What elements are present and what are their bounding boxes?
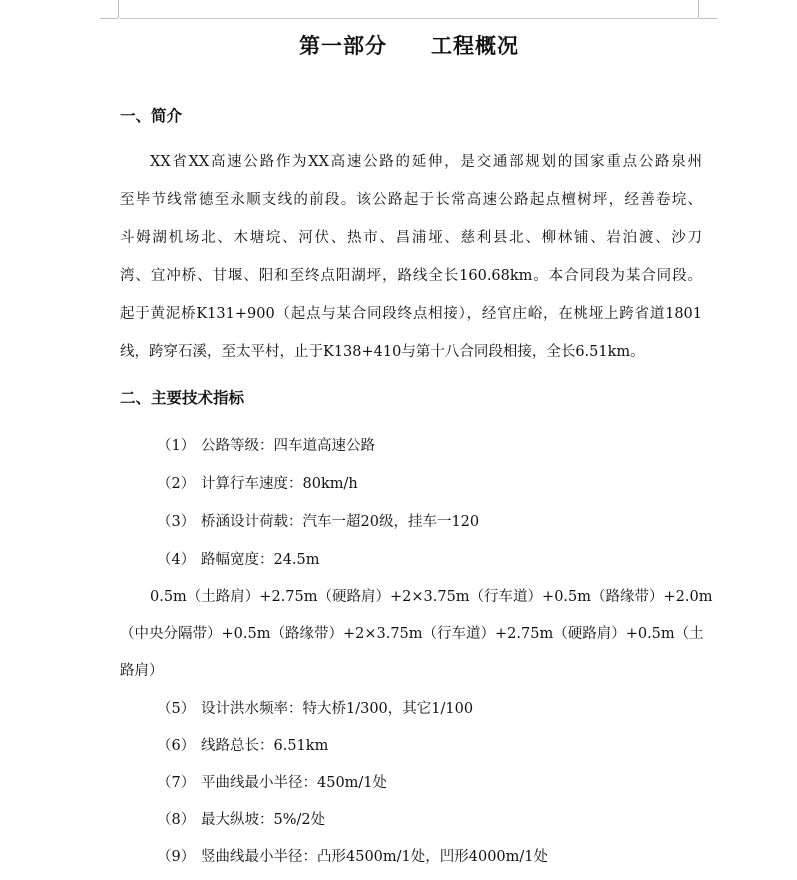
spec-item-number: （4） [157, 552, 196, 568]
spec-item-text: 竖曲线最小半径：凸形4500m/1处，凹形4000m/1处 [201, 849, 549, 865]
header-rule [120, 18, 698, 19]
spec-item-text: 线路总长：6.51km [201, 738, 329, 754]
spec-item-number: （6） [157, 738, 196, 754]
crop-mark-right [698, 0, 699, 18]
spec-item-number: （8） [157, 812, 196, 828]
spec-item-number: （5） [157, 701, 196, 717]
intro-line-4: 湾、宜冲桥、甘堰、阳和至终点阳湖坪，路线全长160.68km。本合同段为某合同段。 [120, 268, 702, 284]
spec-item-6 [157, 734, 328, 755]
spec-item-3 [157, 510, 479, 531]
section-heading-tech-specs: 二、主要技术指标 [120, 389, 245, 407]
spec-item-4 [157, 548, 320, 569]
spec-item-7 [157, 771, 387, 792]
spec-item-8 [157, 808, 325, 829]
intro-line-2: 至毕节线常德至永顺支线的前段。该公路起于长常高速公路起点檀树坪，经善卷垸、 [120, 192, 702, 208]
spec-item-number: （3） [157, 514, 196, 530]
intro-line-1: XX省XX高速公路作为XX高速公路的延伸，是交通部规划的国家重点公路泉州 [150, 154, 702, 170]
spec-item-number: （1） [157, 438, 196, 454]
spec-item-5 [157, 697, 473, 718]
width-line-1: 0.5m（土路肩）+2.75m（硬路肩）+2×3.75m（行车道）+0.5m（路缘带）+2.0m [150, 589, 713, 605]
crop-mark-right-horizontal [699, 18, 717, 19]
crop-mark-left [118, 0, 119, 18]
spec-item-text: 路幅宽度：24.5m [201, 552, 320, 568]
spec-item-text: 设计洪水频率：特大桥1/300，其它1/100 [201, 701, 474, 717]
spec-item-text: 桥涵设计荷载：汽车一超20级，挂车一120 [201, 514, 480, 530]
spec-item-9 [157, 845, 548, 866]
intro-line-3: 斗姆湖机场北、木塘垸、河伏、热市、昌浦垭、慈利县北、柳林铺、岩泊渡、沙刀 [120, 230, 702, 246]
spec-item-2 [157, 472, 358, 493]
spec-item-number: （2） [157, 476, 196, 492]
spec-item-text: 公路等级：四车道高速公路 [201, 438, 375, 454]
spec-item-text: 平曲线最小半径：450m/1处 [201, 775, 388, 791]
spec-item-text: 计算行车速度：80km/h [201, 476, 358, 492]
spec-item-number: （9） [157, 849, 196, 865]
crop-mark-left-horizontal [100, 18, 118, 19]
spec-item-1 [157, 434, 375, 455]
intro-line-5: 起于黄泥桥K131+900（起点与某合同段终点相接），经官庄峪，在桃垭上跨省道1801 [120, 306, 702, 322]
intro-line-6: 线，跨穿石溪，至太平村，止于K138+410与第十八合同段相接，全长6.51km。 [120, 344, 645, 360]
page-title: 第一部分 工程概况 [299, 34, 519, 58]
width-line-3: 路肩） [120, 663, 164, 679]
spec-item-text: 最大纵坡：5%/2处 [201, 812, 326, 828]
width-line-2: （中央分隔带）+0.5m（路缘带）+2×3.75m（行车道）+2.75m（硬路肩）+0.5m（土 [120, 626, 704, 642]
spec-item-number: （7） [157, 775, 196, 791]
section-heading-intro: 一、简介 [120, 107, 183, 125]
